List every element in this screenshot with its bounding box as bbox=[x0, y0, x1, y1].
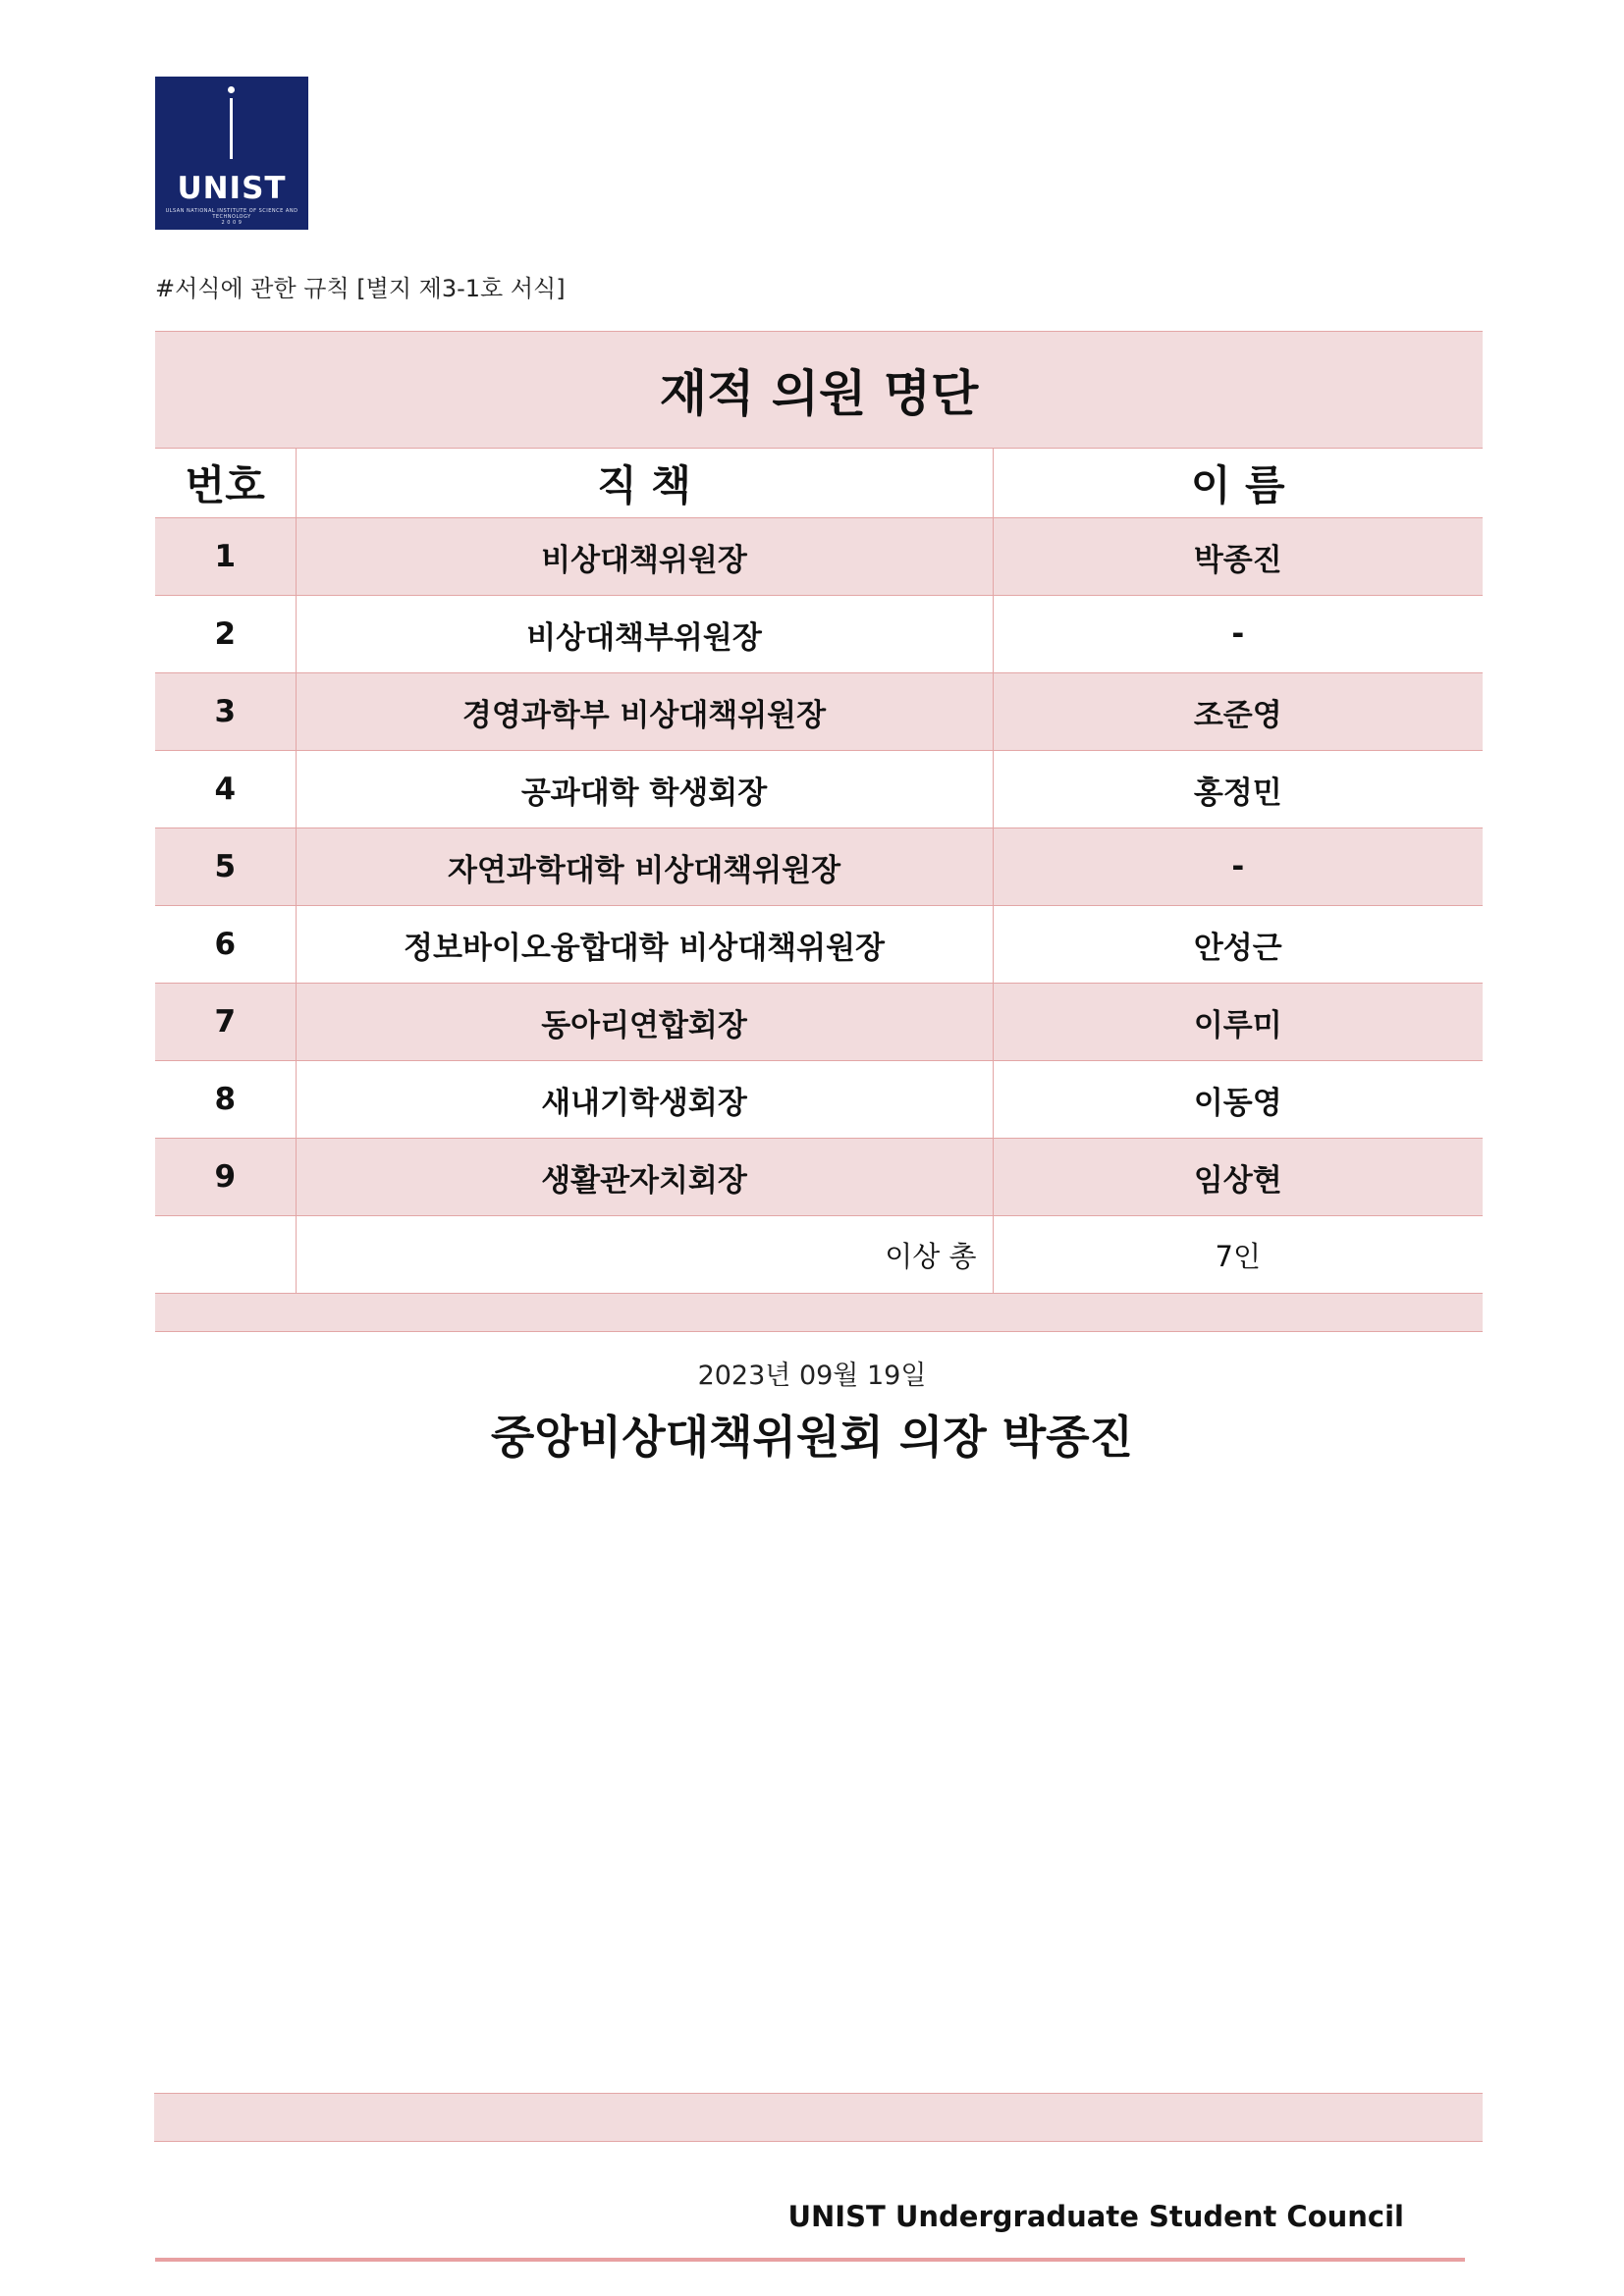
row-position: 새내기학생회장 bbox=[296, 1061, 993, 1139]
table-row bbox=[155, 751, 1483, 828]
row-number: 8 bbox=[155, 1061, 296, 1139]
table-row bbox=[155, 1061, 1483, 1139]
row-number: 9 bbox=[155, 1139, 296, 1216]
row-number: 2 bbox=[155, 596, 296, 673]
row-position: 생활관자치회장 bbox=[296, 1139, 993, 1216]
row-number: 6 bbox=[155, 906, 296, 984]
row-name: 조준영 bbox=[993, 673, 1483, 751]
blank-band-cell bbox=[155, 1294, 1483, 1332]
row-name: - bbox=[993, 596, 1483, 673]
table-row bbox=[155, 984, 1483, 1061]
row-position: 동아리연합회장 bbox=[296, 984, 993, 1061]
row-name: - bbox=[993, 828, 1483, 906]
table-blank-band bbox=[155, 1294, 1483, 1332]
total-value: 7인 bbox=[993, 1216, 1483, 1294]
bottom-pink-band bbox=[154, 2093, 1483, 2142]
header-number: 번호 bbox=[155, 449, 296, 518]
logo-pin-dot bbox=[228, 86, 235, 93]
footer-organization: UNIST Undergraduate Student Council bbox=[787, 2200, 1404, 2233]
row-number: 1 bbox=[155, 518, 296, 596]
member-roster-table bbox=[155, 331, 1483, 1332]
table-header-row bbox=[155, 449, 1483, 518]
row-name: 홍정민 bbox=[993, 751, 1483, 828]
table-row bbox=[155, 596, 1483, 673]
table-row bbox=[155, 518, 1483, 596]
row-name: 안성근 bbox=[993, 906, 1483, 984]
row-number: 3 bbox=[155, 673, 296, 751]
total-empty-cell bbox=[155, 1216, 296, 1294]
row-position: 경영과학부 비상대책위원장 bbox=[296, 673, 993, 751]
row-number: 4 bbox=[155, 751, 296, 828]
table-total-row bbox=[155, 1216, 1483, 1294]
logo-tagline: ULSAN NATIONAL INSTITUTE OF SCIENCE AND TECHNOLOGY 2 0 0 9 bbox=[165, 208, 298, 226]
row-name: 박종진 bbox=[993, 518, 1483, 596]
table-title: 재적 의원 명단 bbox=[155, 332, 1483, 449]
table-row bbox=[155, 673, 1483, 751]
row-number: 7 bbox=[155, 984, 296, 1061]
footer-divider bbox=[155, 2258, 1465, 2262]
table-title-row bbox=[155, 332, 1483, 449]
row-position: 비상대책부위원장 bbox=[296, 596, 993, 673]
header-position: 직 책 bbox=[296, 449, 993, 518]
total-label: 이상 총 bbox=[296, 1216, 993, 1294]
row-name: 이루미 bbox=[993, 984, 1483, 1061]
table-row bbox=[155, 906, 1483, 984]
signature-line: 중앙비상대책위원회 의장 박종진 bbox=[490, 1411, 1134, 1464]
document-date: 2023년 09월 19일 bbox=[697, 1361, 927, 1391]
table-row bbox=[155, 1139, 1483, 1216]
form-reference: #서식에 관한 규칙 [별지 제3-1호 서식] bbox=[155, 275, 566, 302]
row-name: 이동영 bbox=[993, 1061, 1483, 1139]
row-number: 5 bbox=[155, 828, 296, 906]
row-position: 정보바이오융합대학 비상대책위원장 bbox=[296, 906, 993, 984]
logo-word: UNIST bbox=[177, 171, 287, 206]
unist-logo bbox=[155, 77, 308, 230]
row-name: 임상현 bbox=[993, 1139, 1483, 1216]
row-position: 공과대학 학생회장 bbox=[296, 751, 993, 828]
row-position: 비상대책위원장 bbox=[296, 518, 993, 596]
header-name: 이 름 bbox=[993, 449, 1483, 518]
logo-pin-bar bbox=[230, 98, 233, 159]
table-row bbox=[155, 828, 1483, 906]
row-position: 자연과학대학 비상대책위원장 bbox=[296, 828, 993, 906]
